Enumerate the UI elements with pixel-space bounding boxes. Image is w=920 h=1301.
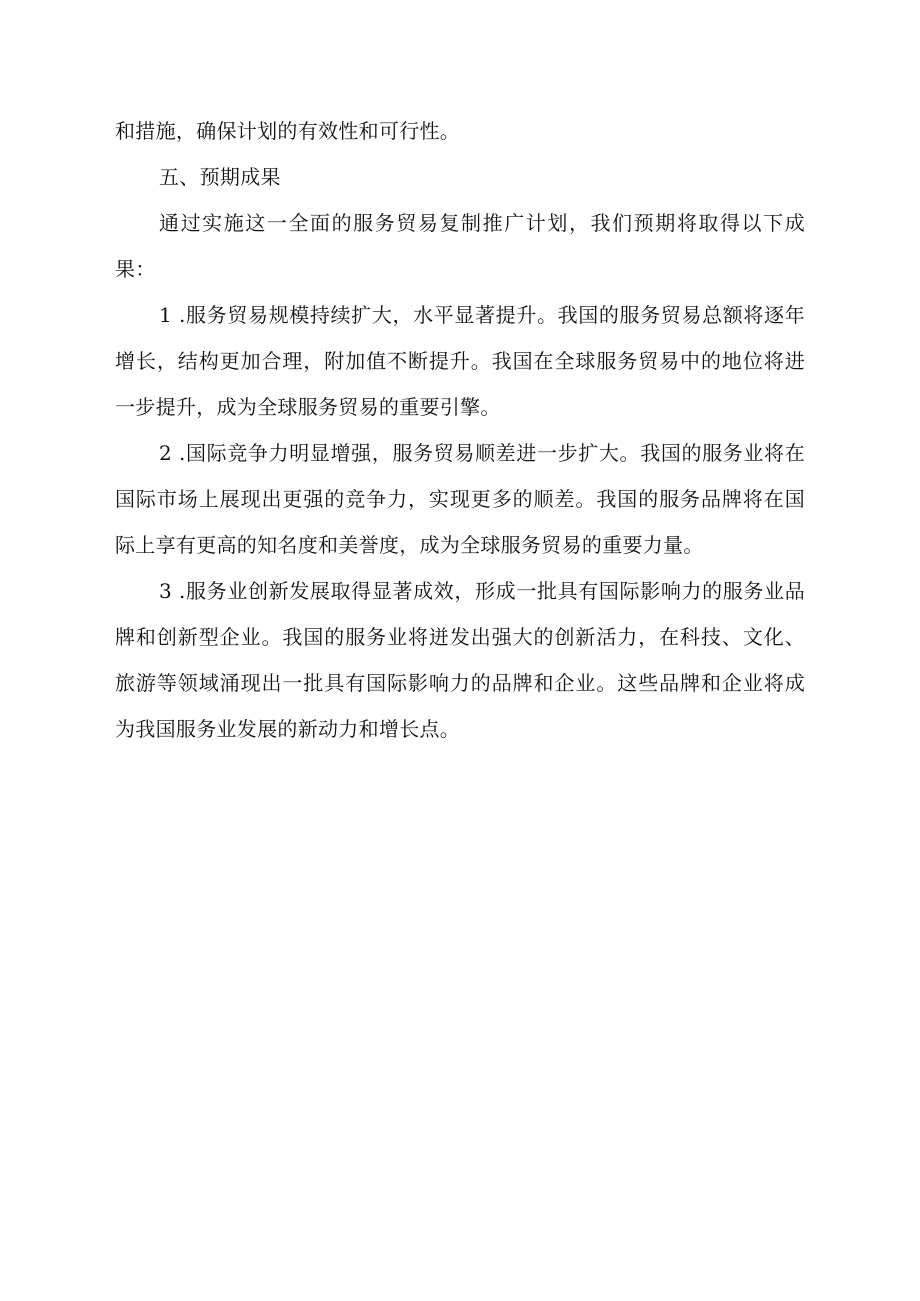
paragraph-continuation: 和措施，确保计划的有效性和可行性。: [115, 119, 461, 143]
list-item-2: 2 .国际竞争力明显增强，服务贸易顺差进一步扩大。我国的服务业将在国际市场上展现出更强的竞争力，实现更多的顺差。我国的服务品牌将在国际上享有更高的知名度和美誉度，成为全球服务贸易的重要力量。: [115, 441, 805, 557]
section-heading: 五、预期成果: [159, 165, 281, 189]
list-item-3: 3 .服务业创新发展取得显著成效，形成一批具有国际影响力的服务业品牌和创新型企业。我国的服务业将迸发出强大的创新活力，在科技、文化、旅游等领域涌现出一批具有国际影响力的品牌和企业。这些品牌和企业将成为我国服务业发展的新动力和增长点。: [115, 579, 805, 741]
list-item-1: 1 .服务贸易规模持续扩大，水平显著提升。我国的服务贸易总额将逐年增长，结构更加合理，附加值不断提升。我国在全球服务贸易中的地位将进一步提升，成为全球服务贸易的重要引擎。: [115, 303, 805, 419]
document-body: [115, 108, 805, 752]
paragraph-intro: 通过实施这一全面的服务贸易复制推广计划，我们预期将取得以下成果：: [115, 211, 805, 281]
